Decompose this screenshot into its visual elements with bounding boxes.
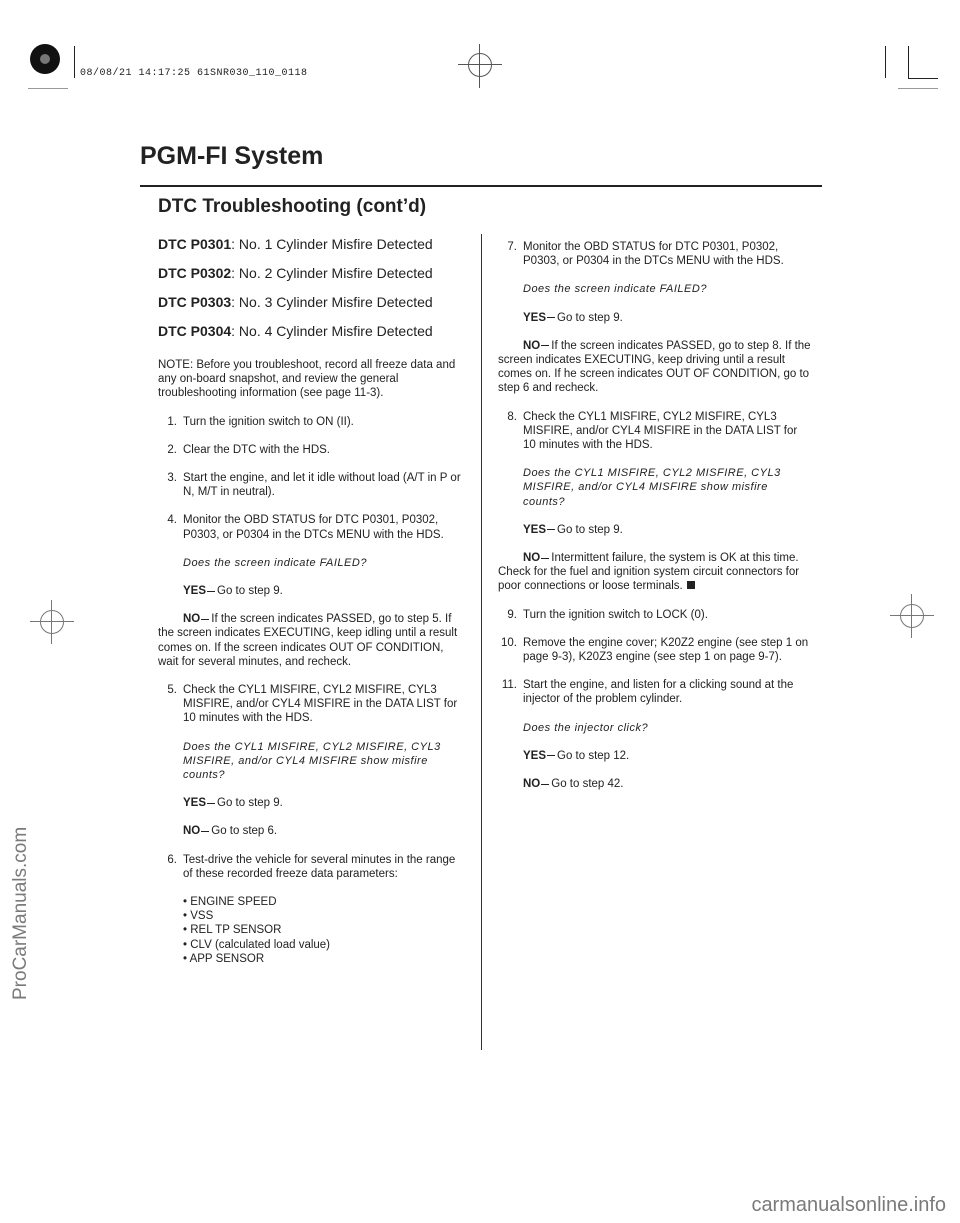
dtc-description: : No. 2 Cylinder Misfire Detected [231,265,433,281]
step-number: 2. [167,443,177,456]
no-text: Go to step 6. [211,825,278,838]
no-text: Intermittent failure, the system is OK at this time. Check for the fuel and ignition system circuit connectors for poor connections or loose terminals. [498,552,800,593]
step-7-yes [498,311,813,325]
step-4-no [158,612,464,669]
yes-label: YES [183,797,207,810]
step-4 [158,513,464,541]
dtc-description: : No. 4 Cylinder Misfire Detected [231,323,433,339]
step-9 [498,608,813,622]
step-4-question: Does the screen indicate FAILED? [183,556,367,569]
title-rule [140,185,822,187]
step-number: 6. [167,853,177,866]
crosshair-left-h [30,621,74,622]
crop-mark [908,78,938,79]
crosshair-right [900,604,924,628]
step-number: 1. [167,415,177,428]
dtc-line [158,323,464,340]
yes-text: Go to step 9. [557,311,623,324]
no-label: NO [523,778,541,791]
no-label: NO [523,552,541,565]
step-5 [158,683,464,726]
step-11 [498,678,813,706]
note-text: NOTE: Before you troubleshoot, record all freeze data and any on-board snapshot, and review the general troubleshooting information (see page 11-3). [158,359,456,400]
crosshair-right-h [890,615,934,616]
dtc-code: DTC P0301 [158,236,232,252]
step-number: 4. [167,514,177,527]
dtc-code: DTC P0304 [158,323,232,339]
right-column [498,240,813,805]
yes-label: YES [523,523,547,536]
step-text: Check the CYL1 MISFIRE, CYL2 MISFIRE, CYL3 MISFIRE, and/or CYL4 MISFIRE in the DATA LIST for 10 minutes with the HDS. [183,684,458,725]
yes-text: Go to step 9. [557,523,623,536]
crop-mark [28,88,68,89]
step-number: 10. [501,636,517,649]
dtc-code: DTC P0303 [158,294,232,310]
step-text: Start the engine, and let it idle without load (A/T in P or N, M/T in neutral). [183,472,461,499]
no-text: If the screen indicates PASSED, go to step 8. If the screen indicates EXECUTING, keep driving until a result comes on. If he screen indicates OUT OF CONDITION, go to step 6 and recheck. [498,339,811,395]
step-6 [158,853,464,881]
step-3 [158,471,464,499]
step-number: 5. [167,684,177,697]
step-number: 11. [501,679,517,692]
step-number: 8. [507,410,517,423]
watermark-left: ProCarManuals.com [10,826,31,1000]
watermark-bottom: carmanualsonline.info [751,1194,946,1216]
dtc-line [158,236,464,253]
crop-mark [885,46,886,78]
step-text: Turn the ignition switch to ON (II). [183,415,354,428]
step-8-yes [498,523,813,537]
step-1 [158,415,464,429]
step-5-question: Does the CYL1 MISFIRE, CYL2 MISFIRE, CYL3 MISFIRE, and/or CYL4 MISFIRE show misfire counts? [183,740,441,782]
print-stamp: 08/08/21 14:17:25 61SNR030_110_0118 [80,68,308,79]
column-divider [481,234,482,1050]
freeze-data-list [158,895,464,966]
crosshair-left [40,610,64,634]
list-item: • CLV (calculated load value) [183,938,464,952]
yes-text: Go to step 12. [557,749,630,762]
section-title: PGM-FI System [140,142,324,170]
dtc-line [158,294,464,311]
crosshair-top-h [458,64,502,65]
crop-mark [74,46,75,78]
dtc-code: DTC P0302 [158,265,232,281]
list-item: • VSS [183,909,464,923]
step-11-no [498,777,813,791]
step-4-yes [158,584,464,598]
step-11-question: Does the injector click? [523,721,649,734]
end-of-branch-mark [687,581,695,589]
step-7 [498,240,813,268]
step-text: Monitor the OBD STATUS for DTC P0301, P0302, P0303, or P0304 in the DTCs MENU with the HDS. [183,514,444,541]
step-5-no [158,824,464,838]
step-11-yes [498,749,813,763]
step-number: 7. [507,241,517,253]
page-subtitle: DTC Troubleshooting (cont’d) [158,196,427,217]
step-text: Start the engine, and listen for a clicking sound at the injector of the problem cylinder. [523,679,794,706]
step-10 [498,636,813,664]
step-text: Check the CYL1 MISFIRE, CYL2 MISFIRE, CYL3 MISFIRE, and/or CYL4 MISFIRE in the DATA LIST for 10 minutes with the HDS. [523,410,798,452]
crop-mark [908,46,909,78]
step-text: Remove the engine cover; K20Z2 engine (see step 1 on page 9-3), K20Z3 engine (see step 1 on page 9-7). [523,636,809,664]
list-item: • REL TP SENSOR [183,923,464,937]
step-2 [158,443,464,457]
list-item: • APP SENSOR [183,952,464,966]
no-text: Go to step 42. [551,778,624,791]
crosshair-top-v [479,44,480,88]
dtc-line [158,265,464,282]
yes-label: YES [523,311,547,324]
yes-text: Go to step 9. [217,797,283,810]
list-item: • ENGINE SPEED [183,895,464,909]
yes-text: Go to step 9. [217,585,283,598]
crosshair-left-v [51,600,52,644]
yes-label: YES [523,749,547,762]
step-7-question: Does the screen indicate FAILED? [523,283,707,296]
dtc-description: : No. 3 Cylinder Misfire Detected [231,294,433,310]
step-number: 9. [507,608,517,621]
no-label: NO [183,613,201,626]
crosshair-top [468,53,492,77]
step-text: Clear the DTC with the HDS. [183,443,330,456]
no-label: NO [523,339,541,352]
step-8-no [498,551,813,594]
step-text: Test-drive the vehicle for several minutes in the range of these recorded freeze data parameters: [183,853,456,880]
crop-mark [898,88,938,89]
no-text: If the screen indicates PASSED, go to step 5. If the screen indicates EXECUTING, keep idling until a result comes on. If the screen indicates OUT OF CONDITION, wait for several minutes, and recheck. [158,613,458,668]
step-8 [498,410,813,453]
no-label: NO [183,825,201,838]
step-8-question: Does the CYL1 MISFIRE, CYL2 MISFIRE, CYL3 MISFIRE, and/or CYL4 MISFIRE show misfire counts? [523,467,781,508]
step-text: Monitor the OBD STATUS for DTC P0301, P0302, P0303, or P0304 in the DTCs MENU with the HDS. [523,241,784,268]
left-column [158,236,464,966]
crosshair-right-v [911,594,912,638]
step-text: Turn the ignition switch to LOCK (0). [523,608,708,621]
step-5-yes [158,796,464,810]
yes-label: YES [183,585,207,598]
registration-mark-top-left-inner [40,54,50,64]
dtc-description: : No. 1 Cylinder Misfire Detected [231,236,433,252]
step-7-no [498,339,813,396]
step-number: 3. [167,472,177,485]
